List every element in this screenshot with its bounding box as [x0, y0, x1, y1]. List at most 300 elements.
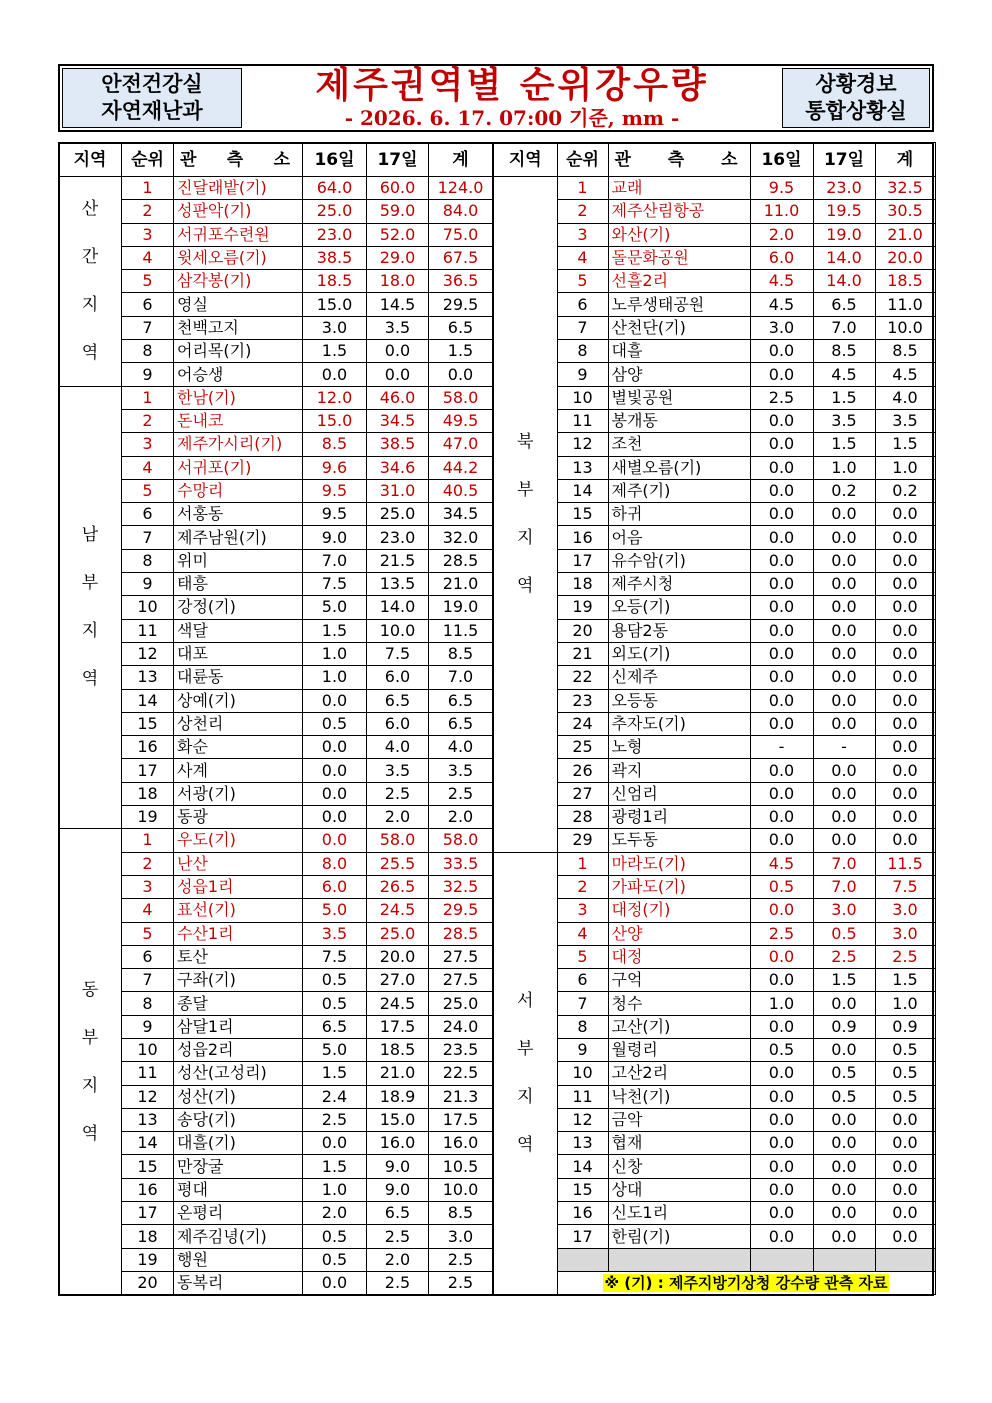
rank-cell: 9 [122, 363, 174, 386]
day17-value-cell: 0.9 [813, 1015, 875, 1038]
day17-value-cell: 14.5 [367, 293, 429, 316]
day16-value-cell: 3.0 [750, 316, 813, 339]
col-total: 계 [875, 143, 935, 177]
day17-value-cell: 0.0 [813, 1155, 875, 1178]
day17-value-cell: 59.0 [367, 200, 429, 223]
total-value-cell: 21.3 [429, 1085, 493, 1108]
day16-value-cell: 0.5 [303, 712, 367, 735]
total-value-cell: 24.0 [429, 1015, 493, 1038]
day16-value-cell: 0.0 [303, 689, 367, 712]
table-row [493, 945, 935, 968]
total-value-cell: 58.0 [429, 386, 493, 409]
total-value-cell: 0.0 [875, 666, 935, 689]
day17-value-cell: 0.0 [813, 1202, 875, 1225]
station-name-cell: 곽지 [608, 759, 750, 782]
department-box [62, 68, 242, 128]
station-name-cell: 종달 [174, 992, 303, 1015]
table-row [493, 736, 935, 759]
day16-value-cell: 4.5 [750, 293, 813, 316]
table-row [59, 922, 493, 945]
day17-value-cell: 21.5 [367, 549, 429, 572]
rank-cell: 14 [122, 689, 174, 712]
rank-cell: 17 [122, 759, 174, 782]
total-value-cell: 30.5 [875, 200, 935, 223]
station-name-cell: 별빛공원 [608, 386, 750, 409]
col-region: 지역 [59, 143, 122, 177]
day16-value-cell: 0.5 [303, 992, 367, 1015]
rank-cell: 11 [557, 1085, 608, 1108]
rank-cell: 1 [122, 386, 174, 409]
office-box [782, 68, 930, 128]
source-note-cell [557, 1271, 935, 1294]
table-row [59, 945, 493, 968]
station-name-cell: 고산(기) [608, 1015, 750, 1038]
station-name-cell: 윗세오름(기) [174, 246, 303, 269]
rank-cell: 8 [122, 992, 174, 1015]
table-row [493, 1155, 935, 1178]
total-value-cell: 11.5 [429, 619, 493, 642]
station-name-cell: 상대 [608, 1178, 750, 1201]
total-value-cell: 10.0 [429, 1178, 493, 1201]
total-value-cell: 0.0 [875, 759, 935, 782]
station-name-cell: 한남(기) [174, 386, 303, 409]
col-day17: 17일 [367, 143, 429, 177]
day16-value-cell: 15.0 [303, 409, 367, 432]
station-name-cell: 돌문화공원 [608, 246, 750, 269]
station-name-cell: 어리목(기) [174, 340, 303, 363]
day16-value-cell: 0.0 [750, 1178, 813, 1201]
total-value-cell: 0.0 [875, 619, 935, 642]
day16-value-cell: 1.5 [303, 1062, 367, 1085]
total-value-cell: 36.5 [429, 270, 493, 293]
table-row [493, 1108, 935, 1131]
title-area [246, 66, 778, 130]
total-value-cell: 0.5 [875, 1038, 935, 1061]
col-station: 관 측 소 [608, 143, 750, 177]
day17-value-cell: 14.0 [367, 596, 429, 619]
total-value-cell: 124.0 [429, 177, 493, 200]
rank-cell: 10 [557, 1062, 608, 1085]
day17-value-cell: 17.5 [367, 1015, 429, 1038]
day17-value-cell: 3.5 [367, 759, 429, 782]
day16-value-cell: 2.5 [303, 1108, 367, 1131]
station-name-cell: 행원 [174, 1248, 303, 1271]
day17-value-cell: 1.5 [813, 433, 875, 456]
department-line-1: 안전건강실 [101, 72, 203, 96]
day16-value-cell: 38.5 [303, 246, 367, 269]
total-value-cell: 32.5 [875, 177, 935, 200]
rank-cell: 13 [557, 456, 608, 479]
rank-cell: 7 [122, 526, 174, 549]
day16-value-cell: 9.5 [750, 177, 813, 200]
total-value-cell: 58.0 [429, 829, 493, 852]
table-row [59, 1248, 493, 1271]
table-row [493, 712, 935, 735]
station-name-cell: 온평리 [174, 1202, 303, 1225]
total-value-cell: 1.5 [875, 433, 935, 456]
table-row [59, 386, 493, 409]
total-value-cell: 4.5 [875, 363, 935, 386]
total-value-cell: 17.5 [429, 1108, 493, 1131]
col-day16: 16일 [750, 143, 813, 177]
day16-value-cell: 0.0 [750, 479, 813, 502]
day16-value-cell: 4.5 [750, 270, 813, 293]
rank-cell: 13 [122, 1108, 174, 1131]
table-row [59, 806, 493, 829]
day17-value-cell: 16.0 [367, 1132, 429, 1155]
table-row [493, 1085, 935, 1108]
rank-cell: 15 [122, 1155, 174, 1178]
total-value-cell: 0.0 [875, 526, 935, 549]
day17-value-cell: 0.2 [813, 479, 875, 502]
station-name-cell: 노형 [608, 736, 750, 759]
day16-value-cell: 1.0 [303, 1178, 367, 1201]
table-row [59, 992, 493, 1015]
rank-cell: 18 [122, 1225, 174, 1248]
day17-value-cell: 0.0 [367, 363, 429, 386]
day17-value-cell: 1.0 [813, 456, 875, 479]
total-value-cell: 4.0 [429, 736, 493, 759]
day16-value-cell: 8.5 [303, 433, 367, 456]
total-value-cell: 3.0 [429, 1225, 493, 1248]
table-row [493, 829, 935, 852]
station-name-cell: 청수 [608, 992, 750, 1015]
day17-value-cell: 18.5 [367, 1038, 429, 1061]
table-row [493, 1015, 935, 1038]
table-row [493, 316, 935, 339]
total-value-cell: 8.5 [429, 642, 493, 665]
total-value-cell: 1.0 [875, 456, 935, 479]
day16-value-cell: 0.0 [750, 503, 813, 526]
day16-value-cell: 5.0 [303, 1038, 367, 1061]
day17-value-cell: 9.0 [367, 1155, 429, 1178]
col-day17: 17일 [813, 143, 875, 177]
day17-value-cell: 8.5 [813, 340, 875, 363]
total-value-cell: 18.5 [875, 270, 935, 293]
table-row [59, 596, 493, 619]
rainfall-table-right [492, 142, 936, 1295]
station-name-cell: 태흥 [174, 573, 303, 596]
rank-cell: 20 [557, 619, 608, 642]
station-name-cell: 협재 [608, 1132, 750, 1155]
day16-value-cell: 0.0 [750, 526, 813, 549]
table-row [493, 293, 935, 316]
rank-cell: 1 [122, 177, 174, 200]
rank-cell: 5 [122, 922, 174, 945]
day16-value-cell: 3.5 [303, 922, 367, 945]
total-value-cell: 0.9 [875, 1015, 935, 1038]
day16-value-cell: 5.0 [303, 596, 367, 619]
day17-value-cell: 34.6 [367, 456, 429, 479]
blank-cell [875, 1248, 935, 1271]
day16-value-cell: 6.5 [303, 1015, 367, 1038]
rank-cell: 5 [122, 479, 174, 502]
table-row [59, 969, 493, 992]
station-name-cell: 추자도(기) [608, 712, 750, 735]
blank-cell [813, 1248, 875, 1271]
total-value-cell: 3.5 [429, 759, 493, 782]
rank-cell: 5 [557, 270, 608, 293]
day17-value-cell: 2.0 [367, 806, 429, 829]
day16-value-cell: 0.0 [303, 806, 367, 829]
day17-value-cell: 52.0 [367, 223, 429, 246]
day16-value-cell: 64.0 [303, 177, 367, 200]
day17-value-cell: 29.0 [367, 246, 429, 269]
col-total: 계 [429, 143, 493, 177]
day17-value-cell: 9.0 [367, 1178, 429, 1201]
total-value-cell: 28.5 [429, 922, 493, 945]
col-rank: 순위 [557, 143, 608, 177]
day17-value-cell: 46.0 [367, 386, 429, 409]
day16-value-cell: 5.0 [303, 899, 367, 922]
station-name-cell: 토산 [174, 945, 303, 968]
table-row [493, 922, 935, 945]
station-name-cell: 새별오름(기) [608, 456, 750, 479]
total-value-cell: 25.0 [429, 992, 493, 1015]
rank-cell: 5 [122, 270, 174, 293]
total-value-cell: 29.5 [429, 293, 493, 316]
rank-cell: 23 [557, 689, 608, 712]
day17-value-cell: 6.5 [367, 689, 429, 712]
table-row [59, 1108, 493, 1131]
station-name-cell: 월령리 [608, 1038, 750, 1061]
region-cell: 동 부 지 역 [59, 829, 122, 1295]
rank-cell: 8 [557, 1015, 608, 1038]
station-name-cell: 성산(고성리) [174, 1062, 303, 1085]
station-name-cell: 진달래밭(기) [174, 177, 303, 200]
day17-value-cell: 6.0 [367, 666, 429, 689]
total-value-cell: 0.0 [875, 689, 935, 712]
station-name-cell: 선흘2리 [608, 270, 750, 293]
col-region: 지역 [493, 143, 557, 177]
rank-cell: 17 [122, 1202, 174, 1225]
table-row [493, 899, 935, 922]
rank-cell: 16 [557, 1202, 608, 1225]
day16-value-cell: 2.0 [750, 223, 813, 246]
day16-value-cell: 9.5 [303, 503, 367, 526]
station-name-cell: 조천 [608, 433, 750, 456]
table-row [59, 200, 493, 223]
day16-value-cell: 7.0 [303, 549, 367, 572]
day16-value-cell: 15.0 [303, 293, 367, 316]
total-value-cell: 0.0 [875, 573, 935, 596]
table-row [59, 409, 493, 432]
station-name-cell: 와산(기) [608, 223, 750, 246]
table-row [59, 1062, 493, 1085]
rank-cell: 3 [557, 899, 608, 922]
table-row [493, 386, 935, 409]
table-row [493, 223, 935, 246]
day17-value-cell: 0.0 [813, 689, 875, 712]
table-row [493, 526, 935, 549]
station-name-cell: 대흘(기) [174, 1132, 303, 1155]
day16-value-cell: 9.6 [303, 456, 367, 479]
rank-cell: 1 [557, 177, 608, 200]
total-value-cell: 0.5 [875, 1062, 935, 1085]
table-row [493, 340, 935, 363]
rank-cell: 17 [557, 549, 608, 572]
day16-value-cell: 0.0 [750, 1202, 813, 1225]
station-name-cell: 동광 [174, 806, 303, 829]
total-value-cell: 0.0 [875, 1225, 935, 1248]
rank-cell: 18 [557, 573, 608, 596]
day17-value-cell: 4.5 [813, 363, 875, 386]
total-value-cell: 0.0 [875, 1178, 935, 1201]
office-line-1: 상황경보 [815, 72, 897, 96]
table-row [59, 1178, 493, 1201]
station-name-cell: 제주산림항공 [608, 200, 750, 223]
day16-value-cell: 0.0 [750, 619, 813, 642]
table-row [493, 596, 935, 619]
table-row [493, 246, 935, 269]
day17-value-cell: 7.0 [813, 875, 875, 898]
rank-cell: 1 [122, 829, 174, 852]
total-value-cell: 2.5 [429, 782, 493, 805]
day17-value-cell: 7.5 [367, 642, 429, 665]
rank-cell: 8 [122, 549, 174, 572]
table-header-row [493, 143, 935, 177]
day17-value-cell: 0.0 [813, 526, 875, 549]
day17-value-cell: 0.0 [813, 806, 875, 829]
rank-cell: 9 [122, 1015, 174, 1038]
day16-value-cell: 0.0 [750, 433, 813, 456]
day17-value-cell: 0.0 [813, 1038, 875, 1061]
total-value-cell: 32.0 [429, 526, 493, 549]
day17-value-cell: 14.0 [813, 270, 875, 293]
total-value-cell: 0.0 [875, 829, 935, 852]
total-value-cell: 6.5 [429, 689, 493, 712]
rank-cell: 28 [557, 806, 608, 829]
day17-value-cell: 0.0 [813, 549, 875, 572]
day16-value-cell: 2.4 [303, 1085, 367, 1108]
department-line-2: 자연재난과 [101, 99, 203, 123]
table-row [493, 363, 935, 386]
rank-cell: 6 [557, 293, 608, 316]
day16-value-cell: 0.0 [750, 1015, 813, 1038]
source-note: ※ (기) : 제주지방기상청 강수량 관측 자료 [604, 1274, 888, 1293]
day16-value-cell: 0.0 [750, 363, 813, 386]
day16-value-cell: 0.0 [750, 945, 813, 968]
rank-cell: 19 [122, 1248, 174, 1271]
station-name-cell: 구억 [608, 969, 750, 992]
table-row [493, 759, 935, 782]
day16-value-cell: 1.0 [750, 992, 813, 1015]
day16-value-cell: 0.0 [750, 969, 813, 992]
table-row [493, 503, 935, 526]
station-name-cell: 금악 [608, 1108, 750, 1131]
day17-value-cell: 21.0 [367, 1062, 429, 1085]
day16-value-cell: 1.5 [303, 340, 367, 363]
day17-value-cell: 7.0 [813, 852, 875, 875]
day16-value-cell: 0.5 [303, 1248, 367, 1271]
station-name-cell: 평대 [174, 1178, 303, 1201]
total-value-cell: 3.0 [875, 899, 935, 922]
rank-cell: 12 [557, 1108, 608, 1131]
table-row [59, 852, 493, 875]
note-row [493, 1271, 935, 1294]
table-row [59, 479, 493, 502]
station-name-cell: 제주(기) [608, 479, 750, 502]
day16-value-cell: 0.0 [750, 642, 813, 665]
rank-cell: 25 [557, 736, 608, 759]
station-name-cell: 상천리 [174, 712, 303, 735]
day16-value-cell: 0.0 [750, 1085, 813, 1108]
table-row [493, 619, 935, 642]
day17-value-cell: 27.0 [367, 969, 429, 992]
table-row [493, 177, 935, 200]
day17-value-cell: 20.0 [367, 945, 429, 968]
total-value-cell: 75.0 [429, 223, 493, 246]
total-value-cell: 20.0 [875, 246, 935, 269]
day16-value-cell: 0.0 [303, 829, 367, 852]
day16-value-cell: 0.0 [750, 596, 813, 619]
day16-value-cell: 0.5 [750, 1038, 813, 1061]
day16-value-cell: 0.0 [750, 340, 813, 363]
day16-value-cell: 0.0 [750, 666, 813, 689]
rank-cell: 17 [557, 1225, 608, 1248]
total-value-cell: 33.5 [429, 852, 493, 875]
rank-cell: 4 [557, 922, 608, 945]
day17-value-cell: 31.0 [367, 479, 429, 502]
day17-value-cell: 0.0 [813, 829, 875, 852]
day17-value-cell: 2.5 [367, 1225, 429, 1248]
table-row [493, 409, 935, 432]
table-row [59, 829, 493, 852]
total-value-cell: 84.0 [429, 200, 493, 223]
day17-value-cell: 0.0 [813, 1108, 875, 1131]
day16-value-cell: 23.0 [303, 223, 367, 246]
table-row [59, 1132, 493, 1155]
day17-value-cell: 0.0 [813, 619, 875, 642]
day16-value-cell: 11.0 [750, 200, 813, 223]
day17-value-cell: 10.0 [367, 619, 429, 642]
table-row [493, 1225, 935, 1248]
day17-value-cell: - [813, 736, 875, 759]
rank-cell: 6 [122, 293, 174, 316]
day17-value-cell: 0.0 [813, 642, 875, 665]
station-name-cell: 성산(기) [174, 1085, 303, 1108]
table-row [59, 503, 493, 526]
station-name-cell: 삼양 [608, 363, 750, 386]
table-row [59, 456, 493, 479]
rank-cell: 15 [557, 503, 608, 526]
station-name-cell: 산양 [608, 922, 750, 945]
rank-cell: 12 [122, 1085, 174, 1108]
rank-cell: 12 [557, 433, 608, 456]
day17-value-cell: 18.9 [367, 1085, 429, 1108]
station-name-cell: 수망리 [174, 479, 303, 502]
day17-value-cell: 25.0 [367, 922, 429, 945]
region-cell: 남 부 지 역 [59, 386, 122, 829]
total-value-cell: 19.0 [429, 596, 493, 619]
day17-value-cell: 2.5 [367, 782, 429, 805]
office-line-2: 통합상황실 [805, 99, 907, 123]
station-name-cell: 대륜동 [174, 666, 303, 689]
table-row [493, 852, 935, 875]
table-row [59, 270, 493, 293]
table-row [493, 433, 935, 456]
station-name-cell: 위미 [174, 549, 303, 572]
day17-value-cell: 34.5 [367, 409, 429, 432]
table-row [493, 456, 935, 479]
rank-cell: 2 [557, 875, 608, 898]
table-row [59, 642, 493, 665]
day16-value-cell: 0.5 [750, 875, 813, 898]
rank-cell: 13 [557, 1132, 608, 1155]
station-name-cell: 구좌(기) [174, 969, 303, 992]
station-name-cell: 성판악(기) [174, 200, 303, 223]
total-value-cell: 3.5 [875, 409, 935, 432]
